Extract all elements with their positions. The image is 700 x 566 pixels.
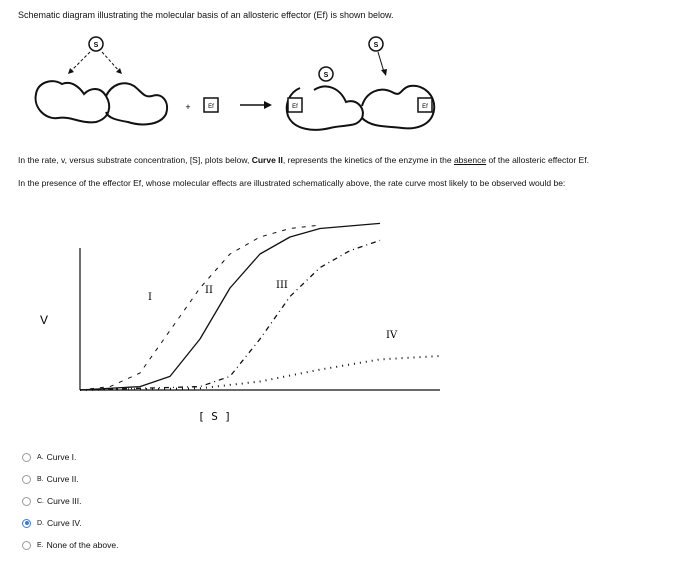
- curve-1: [80, 225, 320, 390]
- substrate-arrowhead-right: [381, 69, 387, 76]
- substrate-label-right: S: [373, 42, 379, 49]
- reaction-arrowhead: [264, 101, 272, 109]
- dashed-arrow-right: [102, 52, 120, 72]
- curve-label-4: IV: [386, 330, 398, 341]
- option-letter: B.: [37, 475, 44, 483]
- option-text: Curve I.: [46, 452, 77, 462]
- rate-curve-plot: [40, 208, 460, 423]
- curve-label-3: III: [276, 280, 288, 291]
- effector-label-1: Ef: [208, 104, 214, 110]
- para1-post: of the allosteric effector Ef.: [486, 155, 589, 165]
- curve-2: [80, 223, 380, 390]
- option-a[interactable]: [22, 446, 118, 468]
- option-text: Curve III.: [47, 496, 82, 506]
- substrate-arrow-right: [378, 52, 384, 72]
- radio-button[interactable]: [22, 541, 31, 550]
- allosteric-schematic: [0, 26, 700, 156]
- para1-underline: absence: [453, 155, 487, 165]
- option-text: None of the above.: [46, 540, 119, 550]
- x-axis-label: [ S ]: [198, 410, 232, 423]
- radio-button[interactable]: [22, 475, 31, 484]
- option-text: Curve IV.: [47, 518, 82, 528]
- radio-button[interactable]: [22, 453, 31, 462]
- option-c[interactable]: [22, 490, 118, 512]
- option-letter: C.: [37, 497, 44, 505]
- plus-sign: +: [185, 102, 191, 112]
- curve-3: [80, 240, 380, 390]
- answer-options: [22, 446, 118, 556]
- substrate-label-bound: S: [323, 72, 329, 79]
- question-title: Schematic diagram illustrating the molecular basis of an allosteric effector (Ef) is shown below.: [18, 10, 394, 20]
- para1-bold: Curve II: [251, 155, 283, 165]
- substrate-label-left: S: [93, 42, 99, 49]
- curve-label-2: II: [205, 285, 213, 296]
- radio-button[interactable]: [22, 497, 31, 506]
- option-text: Curve II.: [46, 474, 79, 484]
- paragraph-curve-ii: [18, 155, 589, 165]
- para1-mid: , represents the kinetics of the enzyme in the: [282, 155, 454, 165]
- paragraph-question: In the presence of the effector Ef, whose molecular effects are illustrated schematically above, the rate curve most likely to be observed would be:: [18, 178, 566, 188]
- option-letter: E.: [37, 541, 44, 549]
- y-axis-label: V: [40, 313, 49, 327]
- effector-label-2: Ef: [292, 104, 298, 110]
- enzyme-subunit-right: [106, 83, 167, 124]
- option-letter: A.: [37, 453, 44, 461]
- curve-label-1: I: [148, 292, 152, 303]
- enzyme-subunit-left: [36, 81, 110, 122]
- option-e[interactable]: [22, 534, 118, 556]
- dashed-arrow-left: [70, 52, 90, 72]
- arrowhead-left: [68, 68, 74, 74]
- para1-pre: In the rate, v, versus substrate concentration, [S], plots below,: [18, 155, 252, 165]
- effector-label-3: Ef: [422, 104, 428, 110]
- option-b[interactable]: [22, 468, 118, 490]
- option-letter: D.: [37, 519, 44, 527]
- option-d[interactable]: [22, 512, 118, 534]
- radio-button[interactable]: [22, 519, 31, 528]
- curve-4: [80, 356, 440, 390]
